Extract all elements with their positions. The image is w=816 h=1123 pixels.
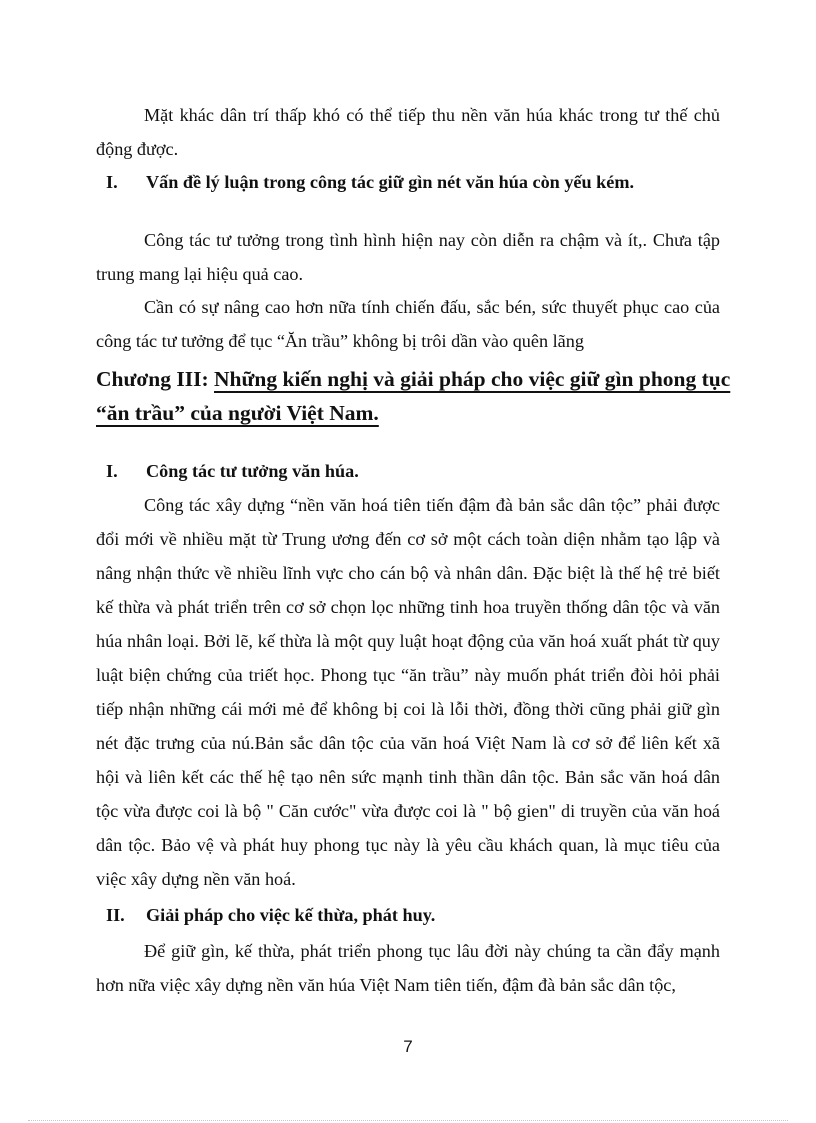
paragraph-solutions: Để giữ gìn, kế thừa, phát triển phong tục lâu đời này chúng ta cần đẩy mạnh hơn nữa việc xây dựng nền văn húa Việt Nam tiên tiến, đậm đà bản sắc dân tộc, xyxy=(96,941,720,995)
paragraph-intro: Mặt khác dân trí thấp khó có thể tiếp thu nền văn húa khác trong tư thế chủ động được. xyxy=(96,105,720,159)
paragraph-culture-work: Công tác xây dựng “nền văn hoá tiên tiến đậm đà bản sắc dân tộc” phải được đổi mới về nhiều mặt từ Trung ương đến cơ sở một cách toàn diện nhằm tạo lập và nâng nhận thức về nhiều lĩnh vực cho cán bộ và nhân dân. Đặc biệt là thế hệ trẻ biết kế thừa và phát triển trên cơ sở chọn lọc những tinh hoa truyền thống dân tộc và văn húa nhân loại. Bởi lẽ, kế thừa là một quy luật hoạt động của văn hoá xuất phát từ quy luật biện chứng của triết học. Phong tục “ăn trầu” này muốn phát triển đòi hỏi phải tiếp nhận những cái mới mẻ để không bị coi là lỗi thời, đồng thời cũng phải giữ gìn nét đặc trưng của nú.Bản sắc dân tộc của văn hoá Việt Nam là cơ sở để liên kết xã hội và liên kết các thế hệ tạo nên sức mạnh tinh thần dân tộc. Bản sắc văn hoá dân tộc vừa được coi là bộ " Căn cước" vừa được coi là " bộ gien" di truyền của văn hoá dân tộc. Bảo vệ và phát huy phong tục này là yêu cầu khách quan, là mục tiêu của việc xây dựng nền văn hoá. xyxy=(96,495,720,889)
heading-number: I. xyxy=(106,172,118,192)
section-heading-3 xyxy=(106,905,726,926)
heading-number: II. xyxy=(106,905,125,925)
chapter-heading: Những kiến nghị và giải pháp cho việc giữ gìn phong tục “ăn trầu” của người Việt Nam. xyxy=(96,367,731,425)
heading-text: Vấn đề lý luận trong công tác giữ gìn nét văn húa còn yếu kém. xyxy=(146,172,635,192)
page-footer-divider xyxy=(28,1120,788,1121)
section-heading-1 xyxy=(106,172,726,193)
heading-text: Công tác tư tưởng văn húa. xyxy=(146,461,359,481)
chapter-title xyxy=(96,362,736,430)
chapter-prefix: Chương III: xyxy=(96,367,215,391)
heading-number: I. xyxy=(106,461,118,481)
page-number: 7 xyxy=(403,1037,413,1056)
paragraph-improvement: Cần có sự nâng cao hơn nữa tính chiến đấu, sắc bén, sức thuyết phục cao của công tác tư tưởng để tục “Ăn trầu” không bị trôi dần vào quên lãng xyxy=(96,297,720,351)
heading-text: Giải pháp cho việc kế thừa, phát huy. xyxy=(146,905,436,925)
paragraph-theory: Công tác tư tưởng trong tình hình hiện nay còn diễn ra chậm và ít,. Chưa tập trung mang lại hiệu quả cao. xyxy=(96,230,720,284)
section-heading-2 xyxy=(106,461,726,482)
